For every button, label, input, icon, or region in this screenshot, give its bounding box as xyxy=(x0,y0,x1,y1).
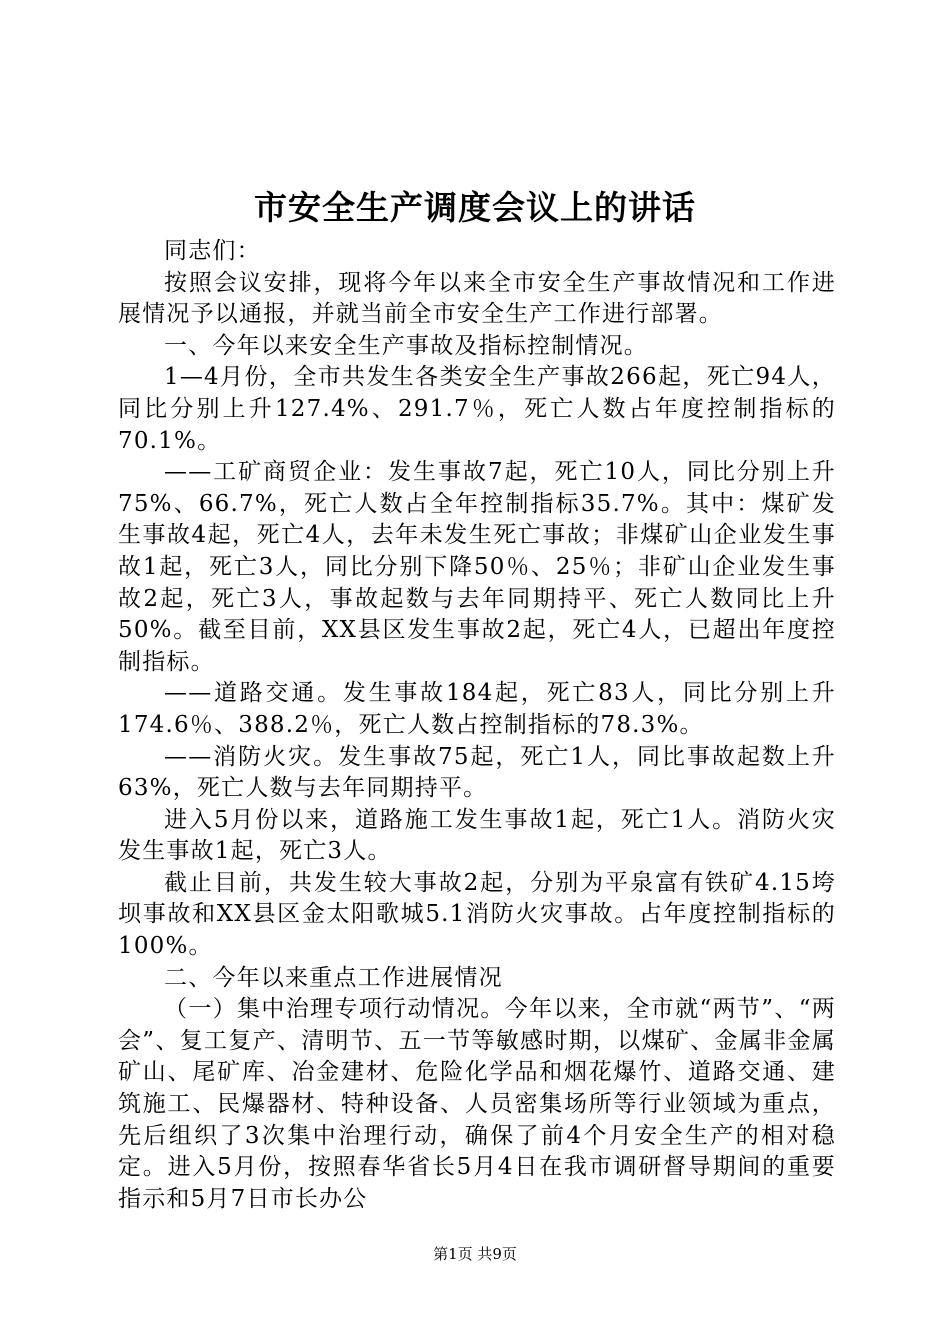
document-title: 市安全生产调度会议上的讲话 xyxy=(254,188,696,227)
paragraph: （一）集中治理专项行动情况。今年以来，全市就“两节”、“两会”、复工复产、清明节、五一节等敏感时期，以煤矿、金属非金属矿山、尾矿库、冶金建材、危险化学品和烟花爆竹、道路交通、建筑施工、民爆器材、特种设备、人员密集场所等行业领域为重点，先后组织了3次集中治理行动，确保了前4个月安全生产的相对稳定。进入5月份，按照春华省长5月4日在我市调研督导期间的重要指示和5月7日市长办公 xyxy=(118,996,836,1212)
section-heading: 二、今年以来重点工作进展情况 xyxy=(164,964,503,991)
section-heading: 一、今年以来安全生产事故及指标控制情况。 xyxy=(164,332,648,359)
paragraph: 按照会议安排，现将今年以来全市安全生产事故情况和工作进展情况予以通报，并就当前全市安全生产工作进行部署。 xyxy=(118,269,836,328)
page-footer: 第1页 共9页 xyxy=(433,1245,517,1263)
paragraph: ——消防火灾。发生事故75起，死亡1人，同比事故起数上升63%，死亡人数与去年同期持平。 xyxy=(118,743,836,802)
paragraph: 截止目前，共发生较大事故2起，分别为平泉富有铁矿4.15垮坝事故和XX县区金太阳歌城5.1消防火灾事故。占年度控制指标的100%。 xyxy=(118,869,836,960)
document-body xyxy=(118,236,836,1215)
paragraph: 进入5月份以来，道路施工发生事故1起，死亡1人。消防火灾发生事故1起，死亡3人。 xyxy=(118,806,836,865)
paragraph: ——工矿商贸企业：发生事故7起，死亡10人，同比分别上升75%、66.7%，死亡人数占全年控制指标35.7%。其中：煤矿发生事故4起，死亡4人，去年未发生死亡事故；非煤矿山企业发生事故1起，死亡3人，同比分别下降50％、25％；非矿山企业发生事故2起，死亡3人，事故起数与去年同期持平、死亡人数同比上升50%。截至目前，XX县区发生事故2起，死亡4人，已超出年度控制指标。 xyxy=(118,459,836,675)
paragraph-salutation: 同志们： xyxy=(164,238,261,264)
paragraph: 1—4月份，全市共发生各类安全生产事故266起，死亡94人，同比分别上升127.4%、291.7％，死亡人数占年度控制指标的70.1%。 xyxy=(118,364,836,454)
paragraph: ——道路交通。发生事故184起，死亡83人，同比分别上升174.6％、388.2％，死亡人数占控制指标的78.3%。 xyxy=(118,680,836,738)
